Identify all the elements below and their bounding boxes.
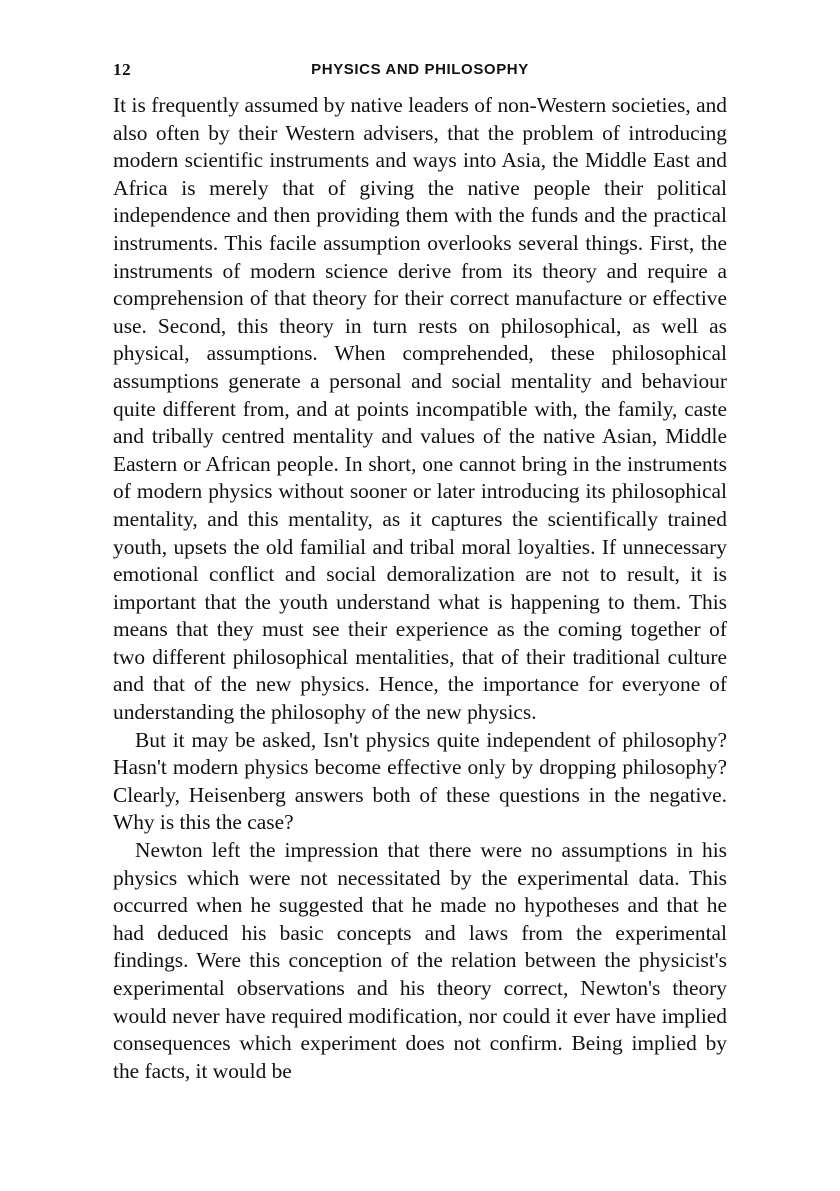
running-head [113,56,727,82]
page-number: 12 [113,60,132,79]
paragraph-1: It is frequently assumed by native leaders of non-Western societies, and also often by their Western advisers, that the problem of introducing modern scientific instruments and ways into Asia, the Middle East and Africa is merely that of giving the native people their political independence and then providing them with the funds and the practical instruments. This facile assumption overlooks several things. First, the instruments of modern science derive from its theory and require a comprehension of that theory for their correct manufacture or effective use. Second, this theory in turn rests on philosophical, as well as physical, assumptions. When comprehended, these philosophical assumptions generate a personal and social mentality and behaviour quite different from, and at points incompatible with, the family, caste and tribally centred mentality and values of the native Asian, Middle Eastern or African people. In short, one cannot bring in the instruments of modern physics without sooner or later introducing its philosophical mentality, and this mentality, as it captures the scientifically trained youth, upsets the old familial and tribal moral loyalties. If unnecessary emotional conflict and social demoralization are not to result, it is important that the youth understand what is happening to them. This means that they must see their experience as the coming together of two different philosophical mentalities, that of their traditional culture and that of the new physics. Hence, the importance for everyone of understanding the philosophy of the new physics. [113,93,727,725]
body-text [113,92,727,1085]
paragraph-2: But it may be asked, Isn't physics quite independent of philosophy? Hasn't modern physics become effective only by dropping philosophy? Clearly, Heisenberg answers both of these questions in the negative. Why is this the case? [113,727,727,835]
running-title: PHYSICS AND PHILOSOPHY [311,61,529,78]
book-page [113,56,727,1085]
paragraph-3: Newton left the impression that there were no assumptions in his physics which were not necessitated by the experimental data. This occurred when he suggested that he made no hypotheses and that he had deduced his basic concepts and laws from the experimental findings. Were this conception of the relation between the physicist's experimental observations and his theory correct, Newton's theory would never have required modification, nor could it ever have implied consequences which experiment does not confirm. Being implied by the facts, it would be [113,838,727,1083]
